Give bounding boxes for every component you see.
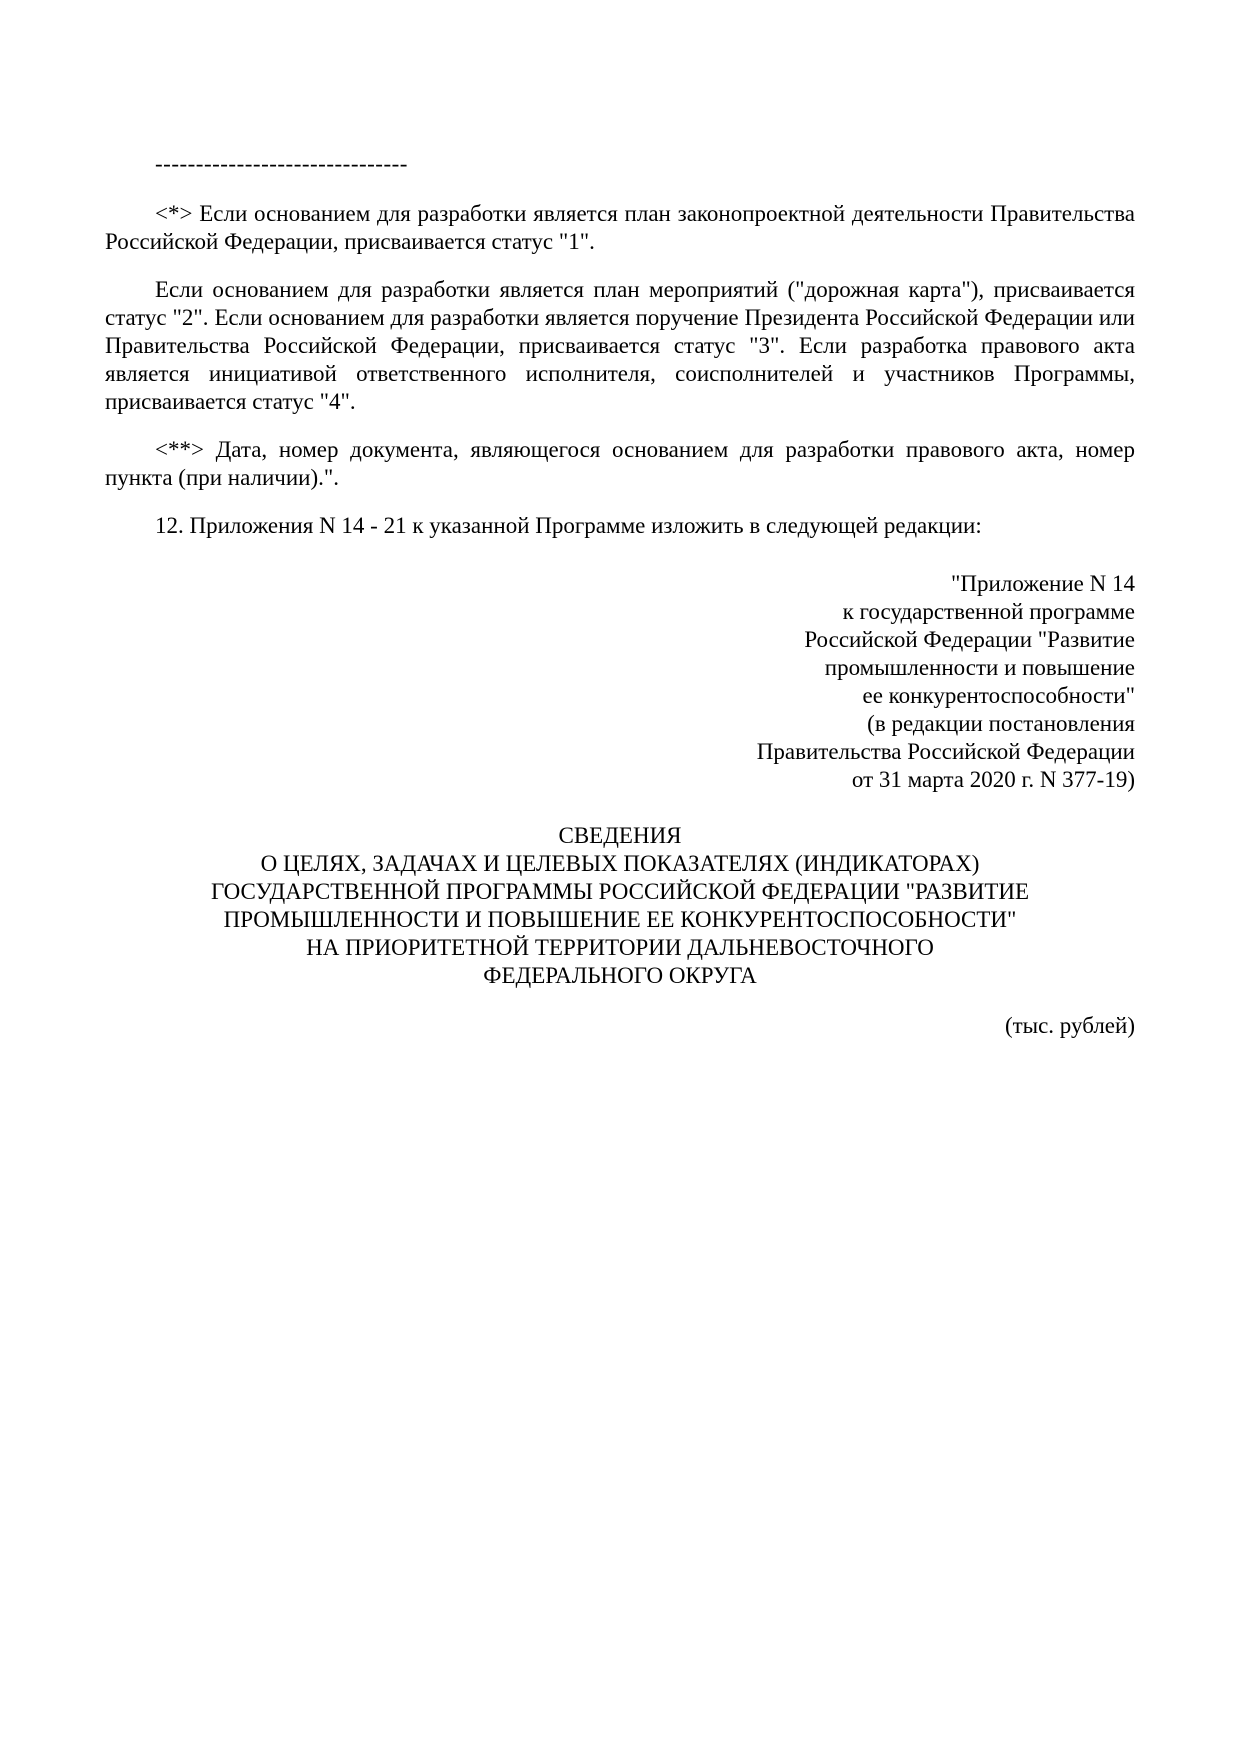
document-title-line: О ЦЕЛЯХ, ЗАДАЧАХ И ЦЕЛЕВЫХ ПОКАЗАТЕЛЯХ (ИНДИКАТОРАХ) (260, 851, 980, 876)
appendix-line: Правительства Российской Федерации (756, 739, 1135, 764)
document-title-line: ГОСУДАРСТВЕННОЙ ПРОГРАММЫ РОССИЙСКОЙ ФЕДЕРАЦИИ "РАЗВИТИЕ (210, 879, 1030, 904)
footnote-paragraph-status-2-3-4: Если основанием для разработки является план мероприятий ("дорожная карта"), присваивается статус "2". Если основанием для разработки является поручение Президента Российской Федерации или Правительства Российской Федерации, присваивается статус "3". Если разработка правового акта является инициативой ответственного исполнителя, соисполнителей и участников Программы, присваивается статус "4". (105, 277, 1135, 414)
item-12-paragraph: 12. Приложения N 14 - 21 к указанной Программе изложить в следующей редакции: (155, 513, 982, 538)
appendix-line: от 31 марта 2020 г. N 377-19) (851, 767, 1135, 792)
units-note: (тыс. рублей) (1004, 1013, 1135, 1038)
document-title-line: ПРОМЫШЛЕННОСТИ И ПОВЫШЕНИЕ ЕЕ КОНКУРЕНТОСПОСОБНОСТИ" (223, 907, 1017, 932)
appendix-line: Российской Федерации "Развитие (804, 627, 1135, 652)
document-title-line: НА ПРИОРИТЕТНОЙ ТЕРРИТОРИИ ДАЛЬНЕВОСТОЧНОГО (306, 935, 934, 960)
footnote-paragraph-date-number: <**> Дата, номер документа, являющегося основанием для разработки правового акта, номер пункта (при наличии).". (105, 437, 1135, 490)
appendix-line: ее конкурентоспособности" (862, 683, 1135, 708)
document-title (105, 822, 1135, 990)
appendix-line: (в редакции постановления (867, 711, 1135, 736)
appendix-line: к государственной программе (842, 599, 1135, 624)
footnote-separator: ------------------------------- (155, 151, 408, 176)
appendix-line: промышленности и повышение (824, 655, 1135, 680)
appendix-reference-block (105, 570, 1135, 794)
appendix-line: "Приложение N 14 (951, 571, 1135, 596)
footnote-paragraph-status-1: <*> Если основанием для разработки является план законопроектной деятельности Правительства Российской Федерации, присваивается статус "1". (105, 201, 1135, 254)
document-title-line: ФЕДЕРАЛЬНОГО ОКРУГА (483, 963, 757, 988)
document-title-line: СВЕДЕНИЯ (558, 823, 682, 848)
